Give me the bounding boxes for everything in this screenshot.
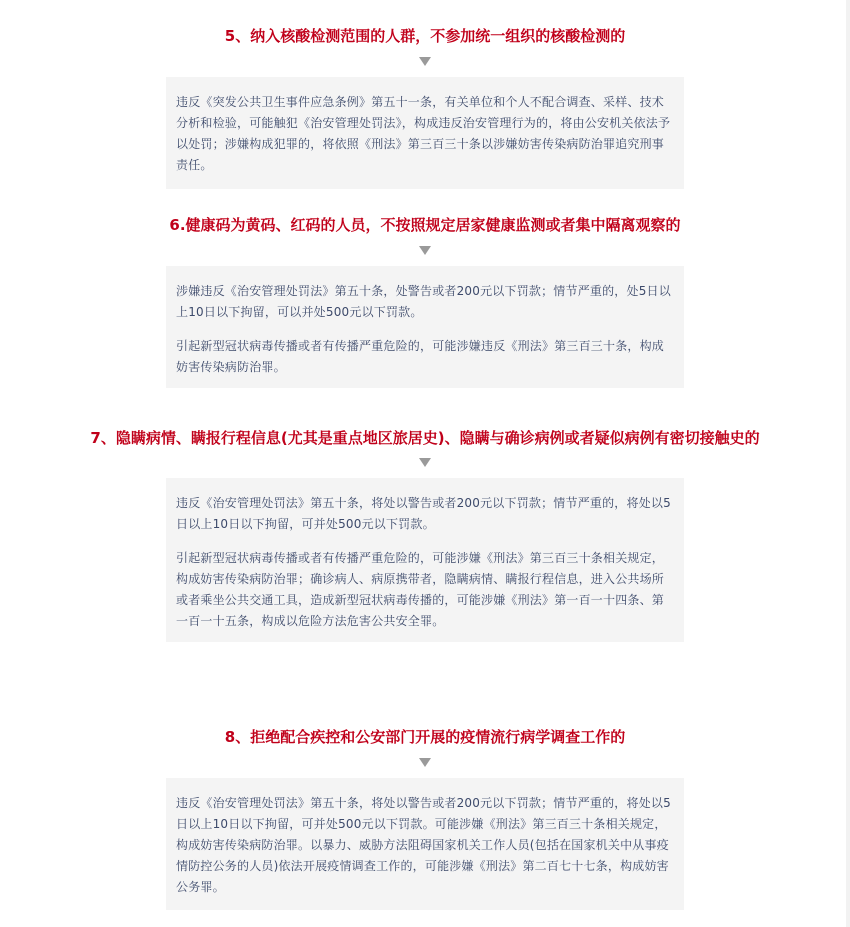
section-7: [0, 426, 850, 642]
content-box: [166, 77, 684, 189]
section-heading: 6.健康码为黄码、红码的人员，不按照规定居家健康监测或者集中隔离观察的: [169, 216, 681, 234]
down-arrow-icon: [419, 57, 431, 66]
paragraph: 涉嫌违反《治安管理处罚法》第五十条，处警告或者200元以下罚款；情节严重的，处5日以上10日以下拘留，可以并处500元以下罚款。: [176, 284, 671, 319]
down-arrow-icon: [419, 246, 431, 255]
content-box: [166, 266, 684, 388]
down-arrow-icon: [419, 458, 431, 467]
paragraph: 违反《治安管理处罚法》第五十条，将处以警告或者200元以下罚款；情节严重的，将处以5日以上10日以下拘留，可并处500元以下罚款。可能涉嫌《刑法》第三百三十条相关规定，构成妨害传染病防治罪。以暴力、威胁方法阻碍国家机关工作人员(包括在国家机关中从事疫情防控公务的人员)依法开展疫情调查工作的，可能涉嫌《刑法》第二百七十七条，构成妨害公务罪。: [176, 796, 671, 894]
section-heading: 8、拒绝配合疾控和公安部门开展的疫情流行病学调查工作的: [224, 728, 626, 746]
content-box: [166, 778, 684, 910]
section-heading: 7、隐瞒病情、瞒报行程信息(尤其是重点地区旅居史)、隐瞒与确诊病例或者疑似病例有密切接触史的: [90, 429, 760, 447]
paragraph: 引起新型冠状病毒传播或者有传播严重危险的，可能涉嫌《刑法》第三百三十条相关规定，构成妨害传染病防治罪；确诊病人、病原携带者，隐瞒病情、瞒报行程信息，进入公共场所或者乘坐公共交通工具，造成新型冠状病毒传播的，可能涉嫌《刑法》第一百一十四条、第一百一十五条，构成以危险方法危害公共安全罪。: [176, 551, 665, 628]
paragraph: 引起新型冠状病毒传播或者有传播严重危险的，可能涉嫌违反《刑法》第三百三十条，构成妨害传染病防治罪。: [176, 339, 665, 374]
section-5: [0, 24, 850, 189]
section-8: [0, 725, 850, 910]
section-heading: 5、纳入核酸检测范围的人群，不参加统一组织的核酸检测的: [224, 27, 626, 45]
paragraph: 违反《突发公共卫生事件应急条例》第五十一条，有关单位和个人不配合调查、采样、技术分析和检验，可能触犯《治安管理处罚法》，构成违反治安管理行为的，将由公安机关依法予以处罚；涉嫌构成犯罪的，将依照《刑法》第三百三十条以涉嫌妨害传染病防治罪追究刑事责任。: [176, 95, 671, 172]
down-arrow-icon: [419, 758, 431, 767]
content-box: [166, 478, 684, 642]
paragraph: 违反《治安管理处罚法》第五十条，将处以警告或者200元以下罚款；情节严重的，将处以5日以上10日以下拘留，可并处500元以下罚款。: [176, 496, 671, 531]
section-6: [0, 213, 850, 388]
